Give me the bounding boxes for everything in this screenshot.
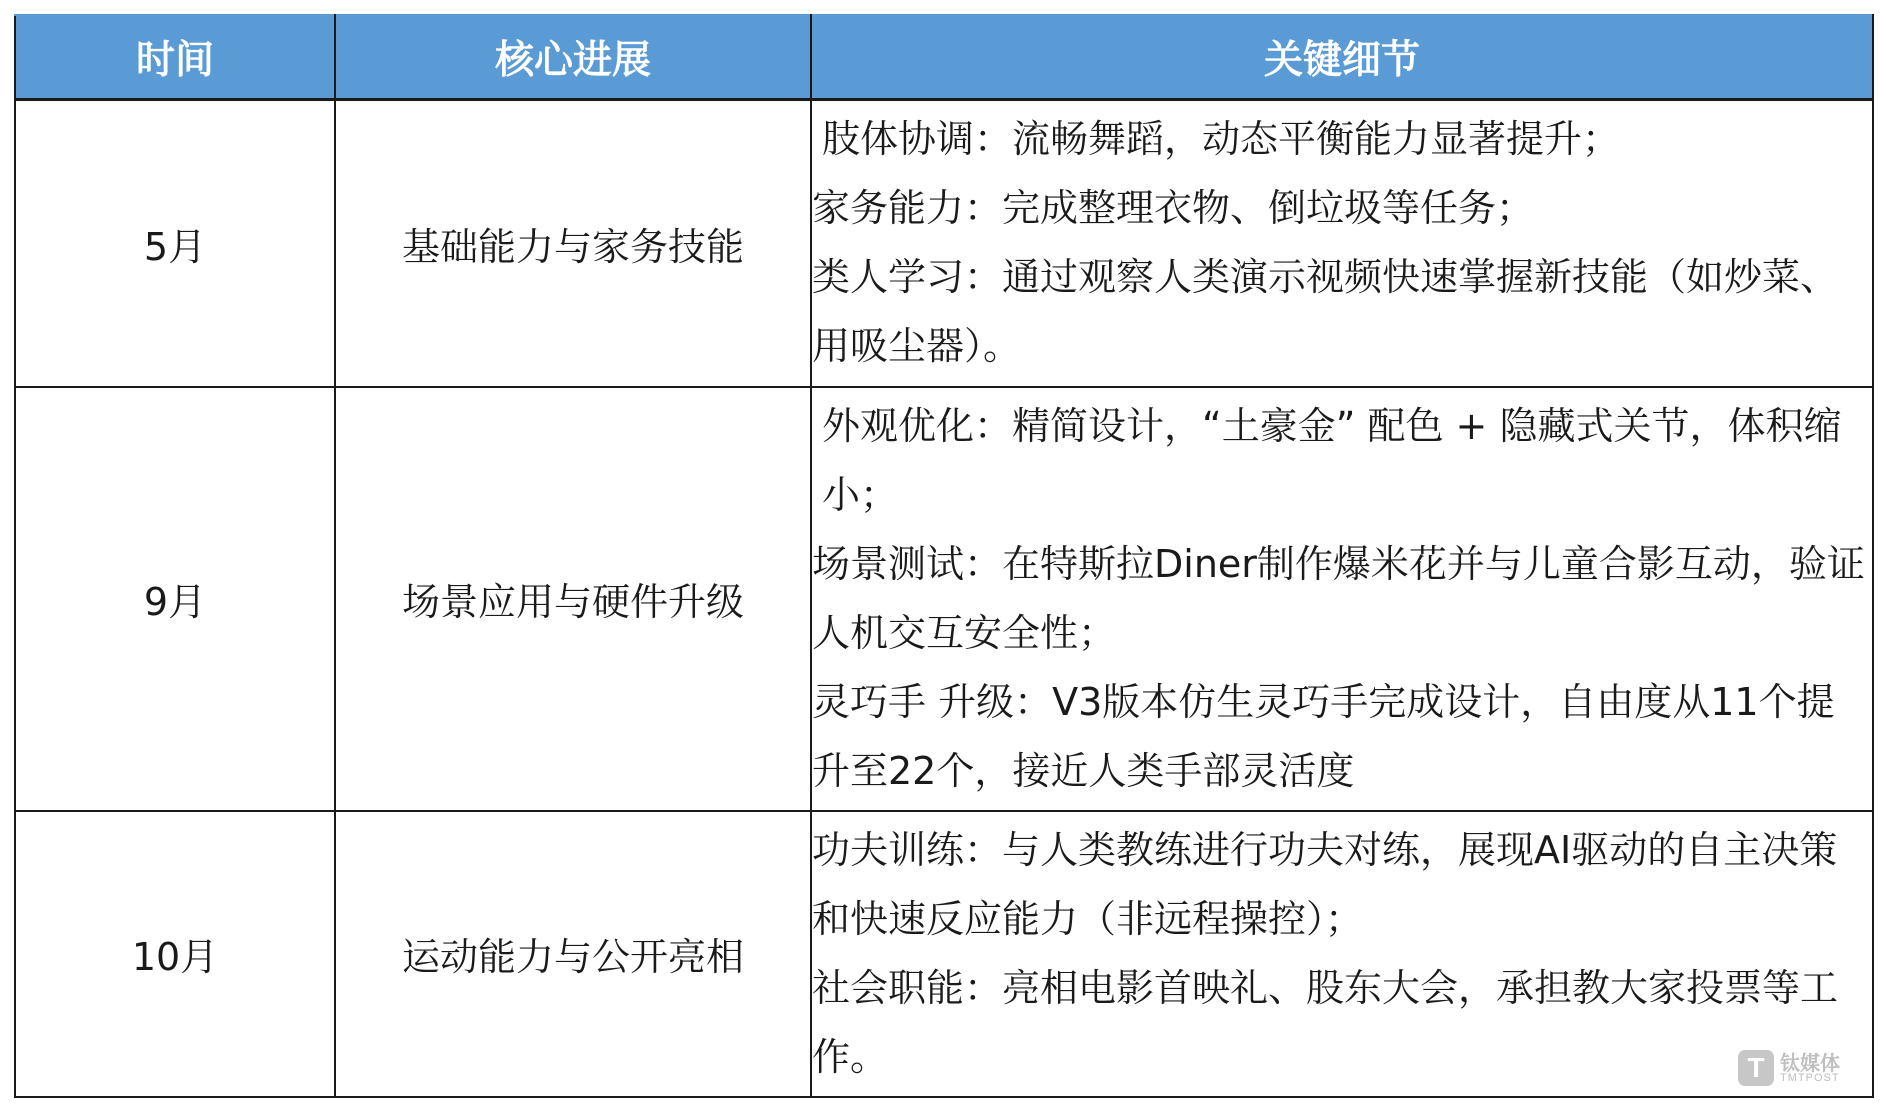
- tmtpost-watermark: [1738, 1050, 1840, 1086]
- watermark-text: [1780, 1050, 1840, 1084]
- detail-line: 场景测试：在特斯拉Diner制作爆米花并与儿童合影互动，验证人机交互安全性；: [812, 541, 1865, 655]
- tmtpost-logo-icon: T: [1738, 1050, 1774, 1086]
- time-cell: 5月: [15, 100, 335, 387]
- table-row: [15, 811, 1873, 1097]
- detail-line: 社会职能：亮相电影首映礼、股东大会，承担教大家投票等工作。: [812, 965, 1839, 1079]
- detail-line: 外观优化：精简设计，“土豪金” 配色 + 隐藏式关节，体积缩小；: [822, 403, 1842, 517]
- table-row: [15, 100, 1873, 387]
- core-progress-cell: 场景应用与硬件升级: [335, 387, 811, 811]
- header-key-details: 关键细节: [811, 15, 1873, 100]
- time-cell: 10月: [15, 811, 335, 1097]
- core-progress-cell: 基础能力与家务技能: [335, 100, 811, 387]
- details-cell: [811, 100, 1873, 387]
- watermark-name-en: TMTPOST: [1780, 1071, 1840, 1084]
- progress-table: [14, 14, 1874, 1098]
- detail-line: 家务能力：完成整理衣物、倒垃圾等任务；: [812, 186, 1535, 231]
- details-cell: [811, 387, 1873, 811]
- watermark-name-cn: 钛媒体: [1780, 1050, 1840, 1075]
- detail-line: 灵巧手 升级：V3版本仿生灵巧手完成设计，自由度从11个提升至22个，接近人类手部灵活度: [812, 679, 1835, 793]
- table-header-row: [15, 15, 1873, 100]
- time-cell: 9月: [15, 387, 335, 811]
- detail-line: 类人学习：通过观察人类演示视频快速掌握新技能（如炒菜、用吸尘器）。: [812, 255, 1839, 369]
- details-cell: [811, 811, 1873, 1097]
- table-row: [15, 387, 1873, 811]
- core-progress-cell: 运动能力与公开亮相: [335, 811, 811, 1097]
- detail-line: 肢体协调：流畅舞蹈，动态平衡能力显著提升；: [822, 117, 1621, 162]
- header-time: 时间: [15, 15, 335, 100]
- header-core-progress: 核心进展: [335, 15, 811, 100]
- detail-line: 功夫训练：与人类教练进行功夫对练，展现AI驱动的自主决策和快速反应能力（非远程操控）；: [812, 827, 1838, 941]
